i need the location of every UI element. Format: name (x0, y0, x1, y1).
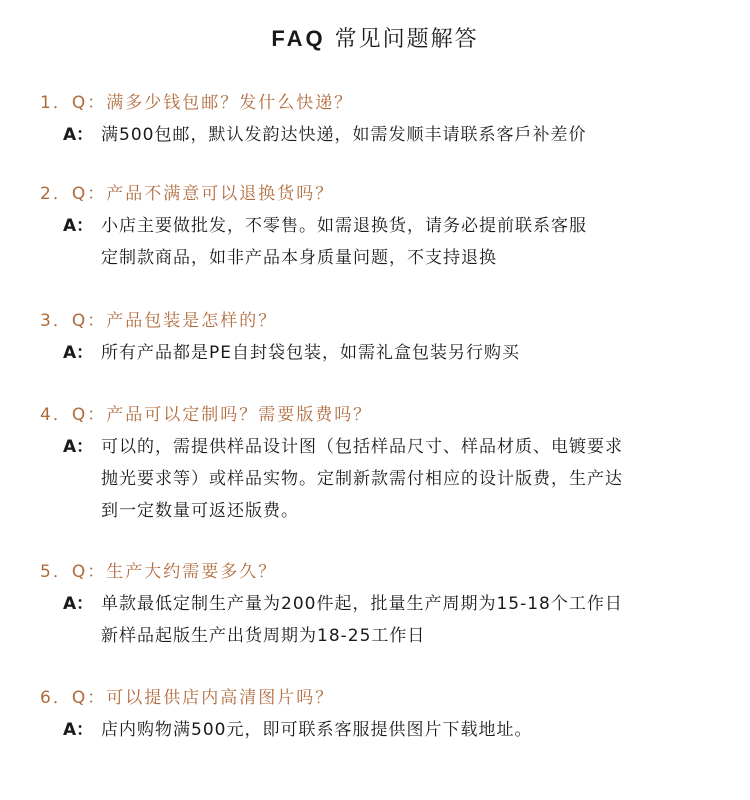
question: 3．Q：产品包装是怎样的？ (40, 311, 278, 331)
question: 2．Q：产品不满意可以退换货吗？ (40, 184, 335, 204)
answer-line: 满500包邮，默认发韵达快递，如需发顺丰请联系客戶补差价 (101, 125, 587, 145)
answer-mark: A： (63, 216, 94, 236)
question: 6．Q：可以提供店内高清图片吗？ (40, 688, 335, 708)
answer-mark: A： (63, 594, 94, 614)
answer-mark: A： (63, 720, 94, 740)
answer-line: 可以的，需提供样品设计图（包括样品尺寸、样品材质、电镀要求 (101, 437, 623, 457)
answer-line: 单款最低定制生产量为200件起，批量生产周期为15-18个工作日 (101, 594, 623, 614)
question: 1．Q：满多少钱包邮？发什么快递？ (40, 93, 354, 113)
question: 5．Q：生产大约需要多久？ (40, 562, 278, 582)
answer-mark: A： (63, 125, 94, 145)
answer-line: 小店主要做批发，不零售。如需退换货，请务必提前联系客服 (101, 216, 587, 236)
answer-line: 抛光要求等）或样品实物。定制新款需付相应的设计版费，生产达 (101, 469, 623, 489)
answer-line: 新样品起版生产出货周期为18-25工作日 (101, 626, 426, 646)
page-title (0, 22, 750, 53)
title-en: FAQ (271, 26, 326, 51)
answer-line: 店内购物满500元，即可联系客服提供图片下载地址。 (101, 720, 533, 740)
answer-line: 定制款商品，如非产品本身质量问题，不支持退换 (101, 248, 497, 268)
answer-mark: A： (63, 437, 94, 457)
title-zh: 常见问题解答 (334, 27, 479, 52)
answer-line: 所有产品都是PE自封袋包装，如需礼盒包装另行购买 (101, 343, 520, 363)
answer-mark: A： (63, 343, 94, 363)
question: 4．Q：产品可以定制吗？需要版费吗？ (40, 405, 373, 425)
answer-line: 到一定数量可返还版费。 (101, 501, 299, 521)
